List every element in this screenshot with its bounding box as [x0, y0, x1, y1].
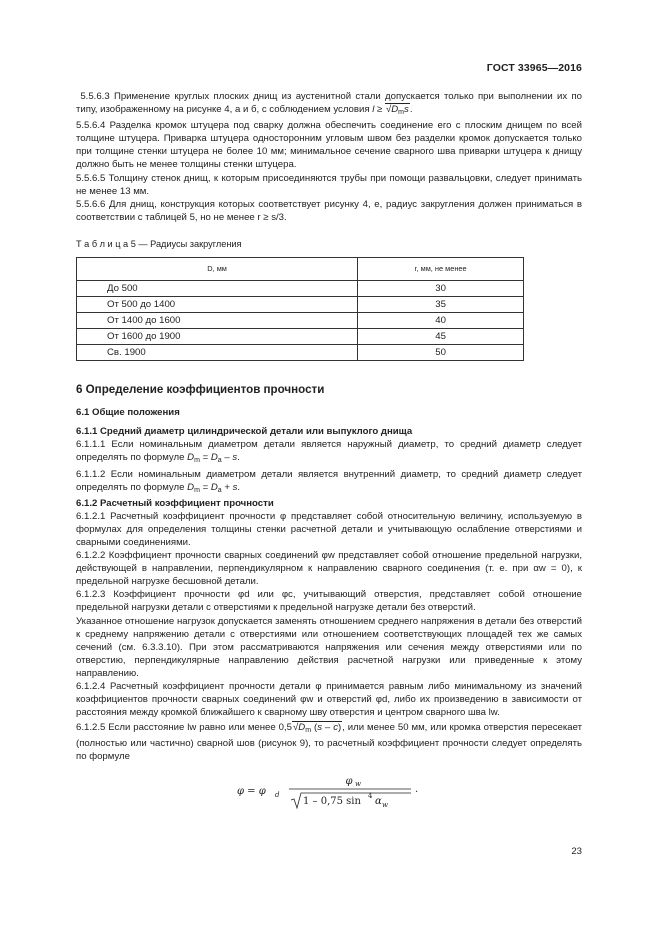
formula-phi	[76, 772, 582, 810]
standard-header: ГОСТ 33965—2016	[486, 62, 582, 74]
section-6-1-title: 6.1 Общие положения	[76, 407, 180, 419]
table-header-r: r, мм, не менее	[358, 258, 524, 281]
para-6-1-2-3: 6.1.2.3 Коэффициент прочности φd или φc, учитывающий отверстия, представляет собой отношение предельной нагрузки детали с отверстиями к предельной нагрузке детали без отверстий.	[76, 589, 582, 614]
section-6-1-2-title: 6.1.2 Расчетный коэффициент прочности	[76, 497, 274, 509]
para-6-1-2-5: 6.1.2.5 Если расстояние lw равно или менее $0,5√D_m$ (s – c), или менее 50 мм, или кромка отверстия пересекает (полностью или частично) сварной шов (рисунок 9), то расчетный коэффициент прочности следует определять по формуле	[76, 722, 582, 763]
svg-text:w: w	[382, 800, 388, 809]
para-6-1-2-2: 6.1.2.2 Коэффициент прочности сварных соединений φw представляет собой отношение предельной нагрузки, действующей в направлении, перпендикулярном к направлению сварного соединения (т. е. при αw = 0), к предельной нагрузке бесшовной детали.	[76, 550, 582, 588]
para-6-1-1-2: 6.1.1.2 Если номинальным диаметром детали является внутренний диаметр, то средний диаметр следует определять по формуле $D_m = D_a + s$.	[76, 468, 582, 494]
para-6-1-1-1: 6.1.1.1 Если номинальным диаметром детали является наружный диаметр, то средний диаметр следует определять по формуле $D_m = D_a - s$.	[76, 439, 582, 465]
para-5-5-6-3: 5.5.6.3 Применение круглых плоских днищ из аустенитной стали допускается только при выполнении их по типу, изображенному на рисунке 4, а и б, с соблюдением условия $l \ge √D_ms$.	[76, 91, 582, 117]
svg-text:α: α	[375, 795, 382, 807]
svg-text:.: .	[415, 783, 419, 795]
svg-text:d: d	[275, 790, 280, 799]
para-6-1-2-4: 6.1.2.4 Расчетный коэффициент прочности детали φ принимается равным либо минимальному из значений коэффициентов прочности сварных соединений φw и отверстий φd, либо их произведению в зависимости от расстояния между кромкой ближайшего к сварному шву отверстия и центром сварного шва lw.	[76, 681, 582, 719]
radius-table	[76, 257, 524, 361]
para-5-5-6-6: 5.5.6.6 Для днищ, конструкция которых соответствует рисунку 4, е, радиус закругления должен приниматься в соответствии с таблицей 5, но не менее r ≥ s/3.	[76, 198, 582, 223]
table-row: От 1600 до 1900 45	[77, 329, 524, 345]
page-number: 23	[571, 846, 582, 857]
section-6-1-1-title: 6.1.1 Средний диаметр цилиндрической детали или выпуклого днища	[76, 426, 413, 438]
table-row: Св. 1900 50	[77, 345, 524, 361]
section-6-title: 6 Определение коэффициентов прочности	[76, 383, 325, 397]
table-row: От 1400 до 1600 40	[77, 313, 524, 329]
svg-text:1 – 0,75 sin: 1 – 0,75 sin	[303, 795, 361, 807]
table-row: До 500 30	[77, 281, 524, 297]
table-header-d: D, мм	[77, 258, 358, 281]
svg-text:φ: φ	[345, 775, 353, 787]
svg-text:w: w	[355, 779, 361, 788]
svg-text:4: 4	[368, 791, 373, 800]
page-content	[76, 90, 582, 810]
svg-text:φ = φ: φ = φ	[237, 785, 266, 797]
para-6-1-2-1: 6.1.2.1 Расчетный коэффициент прочности φ представляет собой относительную величину, используемую в формулах для определения толщины стенки расчетной детали и учитывающую ослабление отверстиями и сварными соединениями.	[76, 510, 582, 548]
para-6-1-2-3-b: Указанное отношение нагрузок допускается заменять отношением среднего напряжения в детали без отверстий к среднему напряжению детали с отверстиями или отношением соответствующих площадей тех же самых сечений (см. 6.3.3.10). При этом рассматриваются напряжения или сечения между отверстиями или по отверстию, перпендикулярные направлению действия расчетной нагрузки или приведенные к этому направлению.	[76, 615, 582, 679]
para-5-5-6-5: 5.5.6.5 Толщину стенок днищ, к которым присоединяются трубы при помощи развальцовки, следует принимать не менее 13 мм.	[76, 172, 582, 197]
table-row: От 500 до 1400 35	[77, 297, 524, 313]
para-5-5-6-4: 5.5.6.4 Разделка кромок штуцера под сварку должна обеспечить соединение его с плоским днищем по всей толщине штуцера. Приварка штуцера односторонним угловым швом без разделки кромок допускается только при толщине стенки штуцера не более 10 мм; минимальное сечение сварного шва приварки штуцера к днищу должно быть не менее толщины стенки штуцера.	[76, 120, 582, 171]
table-caption: Т а б л и ц а 5 — Радиусы закругления	[76, 238, 242, 249]
